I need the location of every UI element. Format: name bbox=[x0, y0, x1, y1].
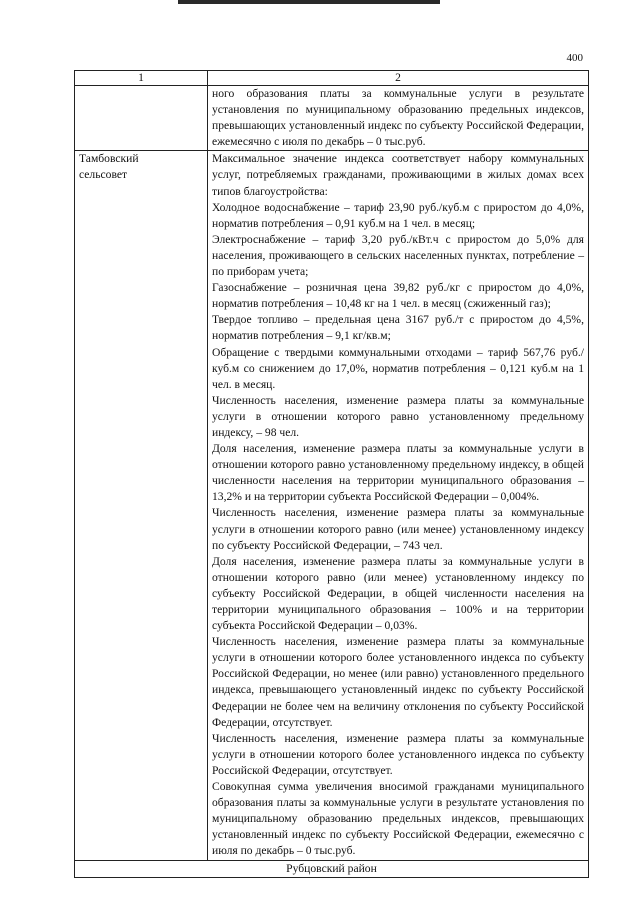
row2-text-cell bbox=[208, 151, 589, 860]
paragraph-share-equal-regional: Доля населения, изменение размера платы за коммунальные услуги в отношении которого равно (или менее) установленному индексу по субъекту Российской Федерации, в общей численности населения на территории муниципального образования – 100% и на территории субъекта Российской Федерации – 0,03%. bbox=[212, 554, 584, 633]
table-row-tambovsky bbox=[75, 151, 589, 860]
row1-text-cell bbox=[208, 86, 589, 151]
header-col-2: 2 bbox=[208, 71, 589, 86]
municipality-name-line-1: Тамбовский bbox=[79, 152, 139, 166]
table-row-continuation bbox=[75, 86, 589, 151]
paragraph-waste: Обращение с твердыми коммунальными отходами – тариф 567,76 руб./куб.м со снижением до 17,0%, норматив потребления – 0,121 куб.м на 1 чел. в месяц. bbox=[212, 345, 584, 391]
paragraph-cold-water: Холодное водоснабжение – тариф 23,90 руб./куб.м с приростом до 4,0%, норматив потребления – 0,91 куб.м на 1 чел. в месяц; bbox=[212, 200, 584, 230]
scan-artifact-mark bbox=[178, 0, 440, 4]
table-section-row bbox=[75, 860, 589, 877]
paragraph-population-above: Численность населения, изменение размера платы за коммунальные услуги в отношении которого более установленного индекса по субъекту Российской Федерации, отсутствует. bbox=[212, 731, 584, 777]
paragraph-total-increase: Совокупная сумма увеличения вносимой гражданами муниципального образования платы за коммунальные услуги в результате установления по муниципальному образованию предельных индексов, превышающих установленный индекс по субъекту Российской Федерации, ежемесячно с июля по декабрь – 0 тыс.руб. bbox=[212, 780, 584, 858]
tariff-table bbox=[74, 70, 589, 878]
row2-municipality-cell bbox=[75, 151, 208, 860]
page-number: 400 bbox=[566, 52, 583, 64]
table-header-row bbox=[75, 71, 589, 86]
paragraph-electricity: Электроснабжение – тариф 3,20 руб./кВт.ч с приростом до 5,0% для населения, проживающего в сельских населенных пунктах, потребление – по приборам учета; bbox=[212, 232, 584, 279]
paragraph-population-equal-limit: Численность населения, изменение размера платы за коммунальные услуги в отношении которого равно установленному предельному индексу, – 98 чел. bbox=[212, 393, 584, 439]
paragraph-solid-fuel: Твердое топливо – предельная цена 3167 руб./т с приростом до 4,5%, норматив потребления – 9,1 кг/кв.м; bbox=[212, 313, 584, 343]
district-name-cell: Рубцовский район bbox=[75, 860, 589, 877]
paragraph-max-index: Максимальное значение индекса соответствует набору коммунальных услуг, потребляемых гражданами, проживающими в жилых домах всех типов благоустройства: bbox=[212, 152, 584, 198]
paragraph-population-equal-regional: Численность населения, изменение размера платы за коммунальные услуги в отношении которого равно (или менее) установленному индексу по субъекту Российской Федерации, – 743 чел. bbox=[212, 506, 584, 552]
paragraph-share-equal-limit: Доля населения, изменение размера платы за коммунальные услуги в отношении которого равно установленному предельному индексу, в общей численности населения на территории муниципального образования – 13,2% и на территории субъекта Российской Федерации – 0,004%. bbox=[212, 442, 584, 504]
paragraph-population-between: Численность населения, изменение размера платы за коммунальные услуги в отношении которого более установленного индекса по субъекту Российской Федерации, но менее (или равно) установленного предельного индекса, превышающего установленный индекс по субъекту Российской Федерации не более чем на величину отклонения по субъекту Российской Федерации, отсутствует. bbox=[212, 635, 584, 729]
header-col-1: 1 bbox=[75, 71, 208, 86]
row1-paragraph: ного образования платы за коммунальные услуги в результате установления по муниципальному образованию предельных индексов, превышающих установленный индекс по субъекту Российской Федерации, ежемесячно с июля по декабрь – 0 тыс.руб. bbox=[212, 87, 584, 149]
row1-municipality-cell bbox=[75, 86, 208, 151]
paragraph-gas: Газоснабжение – розничная цена 39,82 руб./кг с приростом до 4,0%, норматив потребления – 10,48 кг на 1 чел. в месяц (сжиженный газ); bbox=[212, 281, 584, 311]
municipality-name-line-2: сельсовет bbox=[79, 168, 128, 182]
